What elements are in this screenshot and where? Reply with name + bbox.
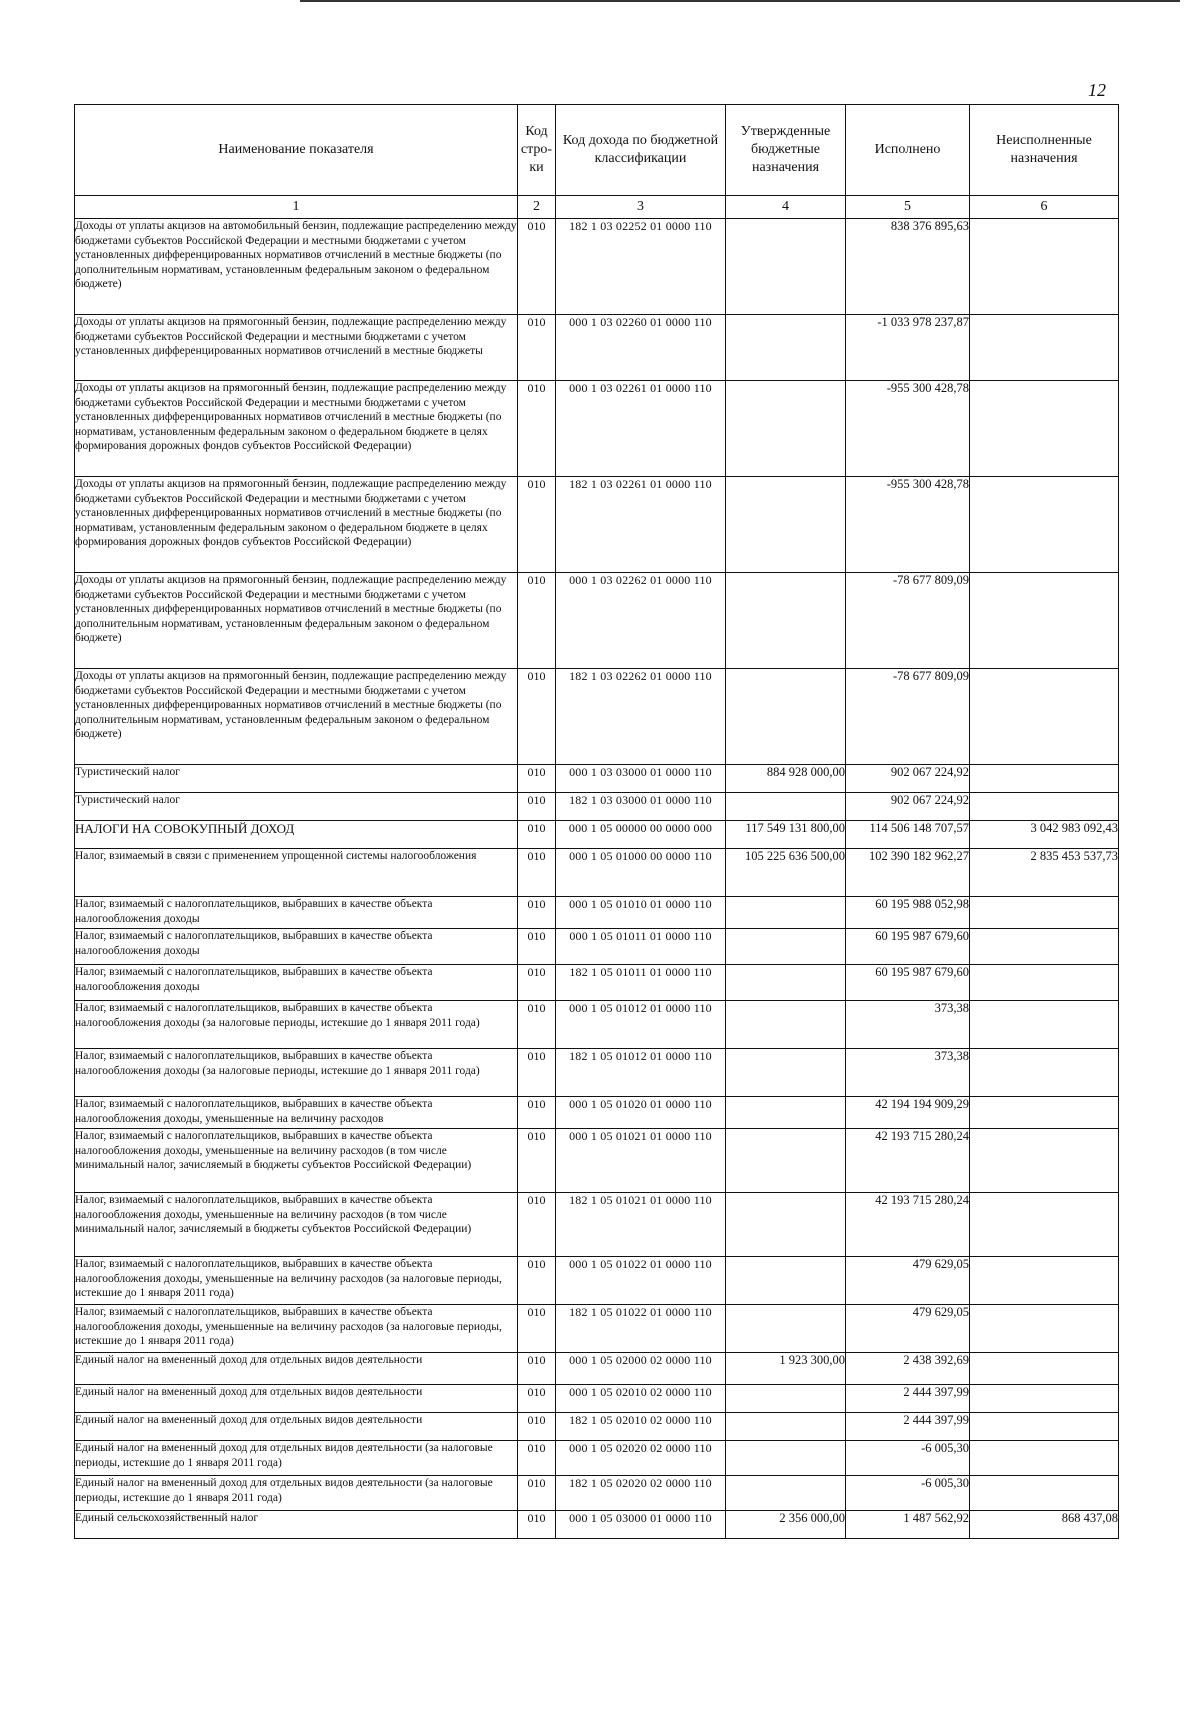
column-number: 5 bbox=[846, 196, 970, 219]
table-row bbox=[75, 315, 1119, 381]
row-name: Туристический налог bbox=[75, 793, 518, 821]
table-row bbox=[75, 669, 1119, 765]
header-line-code: Код стро- ки bbox=[518, 105, 556, 196]
row-line-code: 010 bbox=[518, 1049, 556, 1097]
row-line-code: 010 bbox=[518, 477, 556, 573]
table-row bbox=[75, 1385, 1119, 1413]
row-line-code: 010 bbox=[518, 1001, 556, 1049]
row-line-code: 010 bbox=[518, 219, 556, 315]
row-line-code: 010 bbox=[518, 1441, 556, 1476]
row-approved-amount: 117 549 131 800,00 bbox=[726, 821, 846, 849]
row-unexecuted-amount bbox=[970, 1353, 1119, 1385]
column-number-row bbox=[75, 196, 1119, 219]
row-executed-amount: 902 067 224,92 bbox=[846, 765, 970, 793]
row-approved-amount bbox=[726, 381, 846, 477]
table-row bbox=[75, 1193, 1119, 1257]
table-row bbox=[75, 849, 1119, 897]
row-executed-amount: 2 444 397,99 bbox=[846, 1385, 970, 1413]
row-classification-code: 000 1 03 02260 01 0000 110 bbox=[556, 315, 726, 381]
table-row bbox=[75, 793, 1119, 821]
row-executed-amount: 60 195 987 679,60 bbox=[846, 965, 970, 1001]
header-classification-code: Код дохода по бюджетной классификации bbox=[556, 105, 726, 196]
row-name: Налог, взимаемый с налогоплательщиков, выбравших в качестве объекта налогообложения доходы, уменьшенные на величину расходов (в том числе минимальный налог, зачисляемый в бюджеты субъектов Российской Федерации) bbox=[75, 1193, 518, 1257]
row-unexecuted-amount bbox=[970, 669, 1119, 765]
row-classification-code: 182 1 03 02262 01 0000 110 bbox=[556, 669, 726, 765]
row-unexecuted-amount: 868 437,08 bbox=[970, 1511, 1119, 1539]
table-row bbox=[75, 821, 1119, 849]
table-row bbox=[75, 219, 1119, 315]
row-executed-amount: 42 193 715 280,24 bbox=[846, 1129, 970, 1193]
top-border-line bbox=[300, 0, 1180, 2]
table-row bbox=[75, 765, 1119, 793]
row-unexecuted-amount: 2 835 453 537,73 bbox=[970, 849, 1119, 897]
row-line-code: 010 bbox=[518, 1413, 556, 1441]
row-line-code: 010 bbox=[518, 821, 556, 849]
row-unexecuted-amount bbox=[970, 1305, 1119, 1353]
table-body bbox=[75, 219, 1119, 1539]
row-executed-amount: 2 438 392,69 bbox=[846, 1353, 970, 1385]
row-approved-amount bbox=[726, 1097, 846, 1129]
header-executed: Исполнено bbox=[846, 105, 970, 196]
column-number: 4 bbox=[726, 196, 846, 219]
table-row bbox=[75, 1257, 1119, 1305]
row-name: НАЛОГИ НА СОВОКУПНЫЙ ДОХОД bbox=[75, 821, 518, 849]
row-classification-code: 000 1 05 01011 01 0000 110 bbox=[556, 929, 726, 965]
row-approved-amount: 1 923 300,00 bbox=[726, 1353, 846, 1385]
budget-report-table bbox=[74, 104, 1119, 1539]
table-row bbox=[75, 573, 1119, 669]
table-row bbox=[75, 1441, 1119, 1476]
row-approved-amount bbox=[726, 1049, 846, 1097]
row-unexecuted-amount bbox=[970, 1413, 1119, 1441]
row-classification-code: 000 1 05 01021 01 0000 110 bbox=[556, 1129, 726, 1193]
row-classification-code: 000 1 05 01010 01 0000 110 bbox=[556, 897, 726, 929]
row-name: Налог, взимаемый с налогоплательщиков, выбравших в качестве объекта налогообложения доходы, уменьшенные на величину расходов (за налоговые периоды, истекшие до 1 января 2011 года) bbox=[75, 1257, 518, 1305]
row-name: Налог, взимаемый в связи с применением упрощенной системы налогообложения bbox=[75, 849, 518, 897]
table-row bbox=[75, 1511, 1119, 1539]
row-unexecuted-amount bbox=[970, 381, 1119, 477]
row-name: Единый налог на вмененный доход для отдельных видов деятельности bbox=[75, 1353, 518, 1385]
row-unexecuted-amount bbox=[970, 477, 1119, 573]
row-line-code: 010 bbox=[518, 669, 556, 765]
row-approved-amount: 105 225 636 500,00 bbox=[726, 849, 846, 897]
row-name: Налог, взимаемый с налогоплательщиков, выбравших в качестве объекта налогообложения доходы bbox=[75, 929, 518, 965]
row-unexecuted-amount bbox=[970, 219, 1119, 315]
header-unexecuted: Неисполненные назначения bbox=[970, 105, 1119, 196]
row-line-code: 010 bbox=[518, 1353, 556, 1385]
table-row bbox=[75, 477, 1119, 573]
row-unexecuted-amount: 3 042 983 092,43 bbox=[970, 821, 1119, 849]
row-line-code: 010 bbox=[518, 381, 556, 477]
table-row bbox=[75, 965, 1119, 1001]
row-executed-amount: 373,38 bbox=[846, 1049, 970, 1097]
row-line-code: 010 bbox=[518, 1193, 556, 1257]
row-name: Туристический налог bbox=[75, 765, 518, 793]
row-line-code: 010 bbox=[518, 897, 556, 929]
row-name: Единый налог на вмененный доход для отдельных видов деятельности (за налоговые периоды, истекшие до 1 января 2011 года) bbox=[75, 1441, 518, 1476]
row-classification-code: 000 1 05 01012 01 0000 110 bbox=[556, 1001, 726, 1049]
row-approved-amount bbox=[726, 1001, 846, 1049]
row-executed-amount: 60 195 987 679,60 bbox=[846, 929, 970, 965]
row-approved-amount bbox=[726, 929, 846, 965]
row-line-code: 010 bbox=[518, 1257, 556, 1305]
row-name: Единый налог на вмененный доход для отдельных видов деятельности bbox=[75, 1413, 518, 1441]
row-line-code: 010 bbox=[518, 1511, 556, 1539]
table-row bbox=[75, 897, 1119, 929]
row-classification-code: 182 1 05 02010 02 0000 110 bbox=[556, 1413, 726, 1441]
row-name: Налог, взимаемый с налогоплательщиков, выбравших в качестве объекта налогообложения доходы (за налоговые периоды, истекшие до 1 января 2011 года) bbox=[75, 1049, 518, 1097]
row-approved-amount bbox=[726, 1441, 846, 1476]
table-row bbox=[75, 1129, 1119, 1193]
row-name: Доходы от уплаты акцизов на прямогонный бензин, подлежащие распределению между бюджетами субъектов Российской Федерации и местными бюджетами с учетом установленных дифференцированных нормативов отчислений в местные бюджеты (по нормативам, установленным федеральным законом о федеральном бюджете в целях формирования дорожных фондов субъектов Российской Федерации) bbox=[75, 381, 518, 477]
row-name: Единый налог на вмененный доход для отдельных видов деятельности bbox=[75, 1385, 518, 1413]
row-approved-amount bbox=[726, 1257, 846, 1305]
row-executed-amount: 902 067 224,92 bbox=[846, 793, 970, 821]
row-classification-code: 182 1 05 01021 01 0000 110 bbox=[556, 1193, 726, 1257]
row-line-code: 010 bbox=[518, 1476, 556, 1511]
row-approved-amount bbox=[726, 793, 846, 821]
row-executed-amount: -6 005,30 bbox=[846, 1476, 970, 1511]
row-classification-code: 182 1 03 02252 01 0000 110 bbox=[556, 219, 726, 315]
row-classification-code: 000 1 05 02010 02 0000 110 bbox=[556, 1385, 726, 1413]
row-approved-amount: 884 928 000,00 bbox=[726, 765, 846, 793]
header-indicator-name: Наименование показателя bbox=[75, 105, 518, 196]
row-unexecuted-amount bbox=[970, 929, 1119, 965]
row-approved-amount bbox=[726, 477, 846, 573]
row-name: Налог, взимаемый с налогоплательщиков, выбравших в качестве объекта налогообложения доходы (за налоговые периоды, истекшие до 1 января 2011 года) bbox=[75, 1001, 518, 1049]
row-classification-code: 000 1 05 01000 00 0000 110 bbox=[556, 849, 726, 897]
row-unexecuted-amount bbox=[970, 1049, 1119, 1097]
row-classification-code: 000 1 05 02020 02 0000 110 bbox=[556, 1441, 726, 1476]
row-line-code: 010 bbox=[518, 793, 556, 821]
row-unexecuted-amount bbox=[970, 1001, 1119, 1049]
table-row bbox=[75, 1001, 1119, 1049]
row-name: Налог, взимаемый с налогоплательщиков, выбравших в качестве объекта налогообложения доходы, уменьшенные на величину расходов (за налоговые периоды, истекшие до 1 января 2011 года) bbox=[75, 1305, 518, 1353]
row-executed-amount: -78 677 809,09 bbox=[846, 669, 970, 765]
row-classification-code: 182 1 05 02020 02 0000 110 bbox=[556, 1476, 726, 1511]
row-approved-amount bbox=[726, 573, 846, 669]
row-classification-code: 000 1 05 02000 02 0000 110 bbox=[556, 1353, 726, 1385]
row-name: Доходы от уплаты акцизов на прямогонный бензин, подлежащие распределению между бюджетами субъектов Российской Федерации и местными бюджетами с учетом установленных дифференцированных нормативов отчислений в местные бюджеты bbox=[75, 315, 518, 381]
row-executed-amount: -955 300 428,78 bbox=[846, 381, 970, 477]
row-name: Единый налог на вмененный доход для отдельных видов деятельности (за налоговые периоды, истекшие до 1 января 2011 года) bbox=[75, 1476, 518, 1511]
row-approved-amount bbox=[726, 965, 846, 1001]
row-unexecuted-amount bbox=[970, 1193, 1119, 1257]
row-classification-code: 000 1 05 00000 00 0000 000 bbox=[556, 821, 726, 849]
row-unexecuted-amount bbox=[970, 1097, 1119, 1129]
row-approved-amount bbox=[726, 669, 846, 765]
row-executed-amount: 114 506 148 707,57 bbox=[846, 821, 970, 849]
column-number: 2 bbox=[518, 196, 556, 219]
row-executed-amount: 60 195 988 052,98 bbox=[846, 897, 970, 929]
table-row bbox=[75, 381, 1119, 477]
row-unexecuted-amount bbox=[970, 1385, 1119, 1413]
row-line-code: 010 bbox=[518, 765, 556, 793]
row-classification-code: 000 1 05 03000 01 0000 110 bbox=[556, 1511, 726, 1539]
row-executed-amount: -1 033 978 237,87 bbox=[846, 315, 970, 381]
row-approved-amount bbox=[726, 1385, 846, 1413]
table-row bbox=[75, 1305, 1119, 1353]
row-approved-amount bbox=[726, 315, 846, 381]
row-classification-code: 182 1 05 01011 01 0000 110 bbox=[556, 965, 726, 1001]
row-name: Налог, взимаемый с налогоплательщиков, выбравших в качестве объекта налогообложения доходы, уменьшенные на величину расходов bbox=[75, 1097, 518, 1129]
row-executed-amount: -955 300 428,78 bbox=[846, 477, 970, 573]
row-approved-amount bbox=[726, 1193, 846, 1257]
row-classification-code: 000 1 03 03000 01 0000 110 bbox=[556, 765, 726, 793]
table-header-row bbox=[75, 105, 1119, 196]
row-line-code: 010 bbox=[518, 315, 556, 381]
row-approved-amount bbox=[726, 219, 846, 315]
row-unexecuted-amount bbox=[970, 793, 1119, 821]
row-executed-amount: 479 629,05 bbox=[846, 1257, 970, 1305]
row-name: Налог, взимаемый с налогоплательщиков, выбравших в качестве объекта налогообложения доходы bbox=[75, 897, 518, 929]
row-executed-amount: 373,38 bbox=[846, 1001, 970, 1049]
row-unexecuted-amount bbox=[970, 965, 1119, 1001]
row-line-code: 010 bbox=[518, 1385, 556, 1413]
row-classification-code: 182 1 03 03000 01 0000 110 bbox=[556, 793, 726, 821]
row-line-code: 010 bbox=[518, 573, 556, 669]
table-row bbox=[75, 1476, 1119, 1511]
row-classification-code: 000 1 03 02261 01 0000 110 bbox=[556, 381, 726, 477]
row-line-code: 010 bbox=[518, 1305, 556, 1353]
row-line-code: 010 bbox=[518, 965, 556, 1001]
row-executed-amount: 1 487 562,92 bbox=[846, 1511, 970, 1539]
row-unexecuted-amount bbox=[970, 1476, 1119, 1511]
row-unexecuted-amount bbox=[970, 765, 1119, 793]
row-classification-code: 000 1 03 02262 01 0000 110 bbox=[556, 573, 726, 669]
row-unexecuted-amount bbox=[970, 573, 1119, 669]
row-executed-amount: -6 005,30 bbox=[846, 1441, 970, 1476]
row-executed-amount: -78 677 809,09 bbox=[846, 573, 970, 669]
row-line-code: 010 bbox=[518, 929, 556, 965]
row-executed-amount: 42 193 715 280,24 bbox=[846, 1193, 970, 1257]
column-number: 3 bbox=[556, 196, 726, 219]
row-approved-amount: 2 356 000,00 bbox=[726, 1511, 846, 1539]
column-number: 1 bbox=[75, 196, 518, 219]
row-unexecuted-amount bbox=[970, 897, 1119, 929]
row-classification-code: 182 1 05 01012 01 0000 110 bbox=[556, 1049, 726, 1097]
row-name: Доходы от уплаты акцизов на прямогонный бензин, подлежащие распределению между бюджетами субъектов Российской Федерации и местными бюджетами с учетом установленных дифференцированных нормативов отчислений в местные бюджеты (по нормативам, установленным федеральным законом о федеральном бюджете в целях формирования дорожных фондов субъектов Российской Федерации) bbox=[75, 477, 518, 573]
row-unexecuted-amount bbox=[970, 1129, 1119, 1193]
row-line-code: 010 bbox=[518, 1097, 556, 1129]
row-name: Доходы от уплаты акцизов на прямогонный бензин, подлежащие распределению между бюджетами субъектов Российской Федерации и местными бюджетами с учетом установленных дифференцированных нормативов отчислений в местные бюджеты (по дополнительным нормативам, установленным федеральным законом о федеральном бюджете) bbox=[75, 669, 518, 765]
header-approved: Утвержденные бюджетные назначения bbox=[726, 105, 846, 196]
row-unexecuted-amount bbox=[970, 1441, 1119, 1476]
row-name: Налог, взимаемый с налогоплательщиков, выбравших в качестве объекта налогообложения доходы bbox=[75, 965, 518, 1001]
table-row bbox=[75, 929, 1119, 965]
row-line-code: 010 bbox=[518, 1129, 556, 1193]
row-classification-code: 000 1 05 01022 01 0000 110 bbox=[556, 1257, 726, 1305]
page-number: 12 bbox=[1088, 80, 1106, 100]
row-approved-amount bbox=[726, 1476, 846, 1511]
row-approved-amount bbox=[726, 897, 846, 929]
row-executed-amount: 42 194 194 909,29 bbox=[846, 1097, 970, 1129]
row-executed-amount: 2 444 397,99 bbox=[846, 1413, 970, 1441]
row-unexecuted-amount bbox=[970, 315, 1119, 381]
row-classification-code: 182 1 03 02261 01 0000 110 bbox=[556, 477, 726, 573]
row-approved-amount bbox=[726, 1129, 846, 1193]
row-name: Доходы от уплаты акцизов на прямогонный бензин, подлежащие распределению между бюджетами субъектов Российской Федерации и местными бюджетами с учетом установленных дифференцированных нормативов отчислений в местные бюджеты (по дополнительным нормативам, установленным федеральным законом о федеральном бюджете) bbox=[75, 573, 518, 669]
column-number: 6 bbox=[970, 196, 1119, 219]
row-approved-amount bbox=[726, 1305, 846, 1353]
row-executed-amount: 838 376 895,63 bbox=[846, 219, 970, 315]
row-approved-amount bbox=[726, 1413, 846, 1441]
row-unexecuted-amount bbox=[970, 1257, 1119, 1305]
table-row bbox=[75, 1097, 1119, 1129]
row-classification-code: 000 1 05 01020 01 0000 110 bbox=[556, 1097, 726, 1129]
table-row bbox=[75, 1413, 1119, 1441]
row-line-code: 010 bbox=[518, 849, 556, 897]
row-name: Налог, взимаемый с налогоплательщиков, выбравших в качестве объекта налогообложения доходы, уменьшенные на величину расходов (в том числе минимальный налог, зачисляемый в бюджеты субъектов Российской Федерации) bbox=[75, 1129, 518, 1193]
table-row bbox=[75, 1049, 1119, 1097]
table-row bbox=[75, 1353, 1119, 1385]
row-classification-code: 182 1 05 01022 01 0000 110 bbox=[556, 1305, 726, 1353]
row-name: Единый сельскохозяйственный налог bbox=[75, 1511, 518, 1539]
row-name: Доходы от уплаты акцизов на автомобильный бензин, подлежащие распределению между бюджетами субъектов Российской Федерации и местными бюджетами с учетом установленных дифференцированных нормативов отчислений в местные бюджеты (по дополнительным нормативам, установленным федеральным законом о федеральном бюджете) bbox=[75, 219, 518, 315]
row-executed-amount: 102 390 182 962,27 bbox=[846, 849, 970, 897]
row-executed-amount: 479 629,05 bbox=[846, 1305, 970, 1353]
